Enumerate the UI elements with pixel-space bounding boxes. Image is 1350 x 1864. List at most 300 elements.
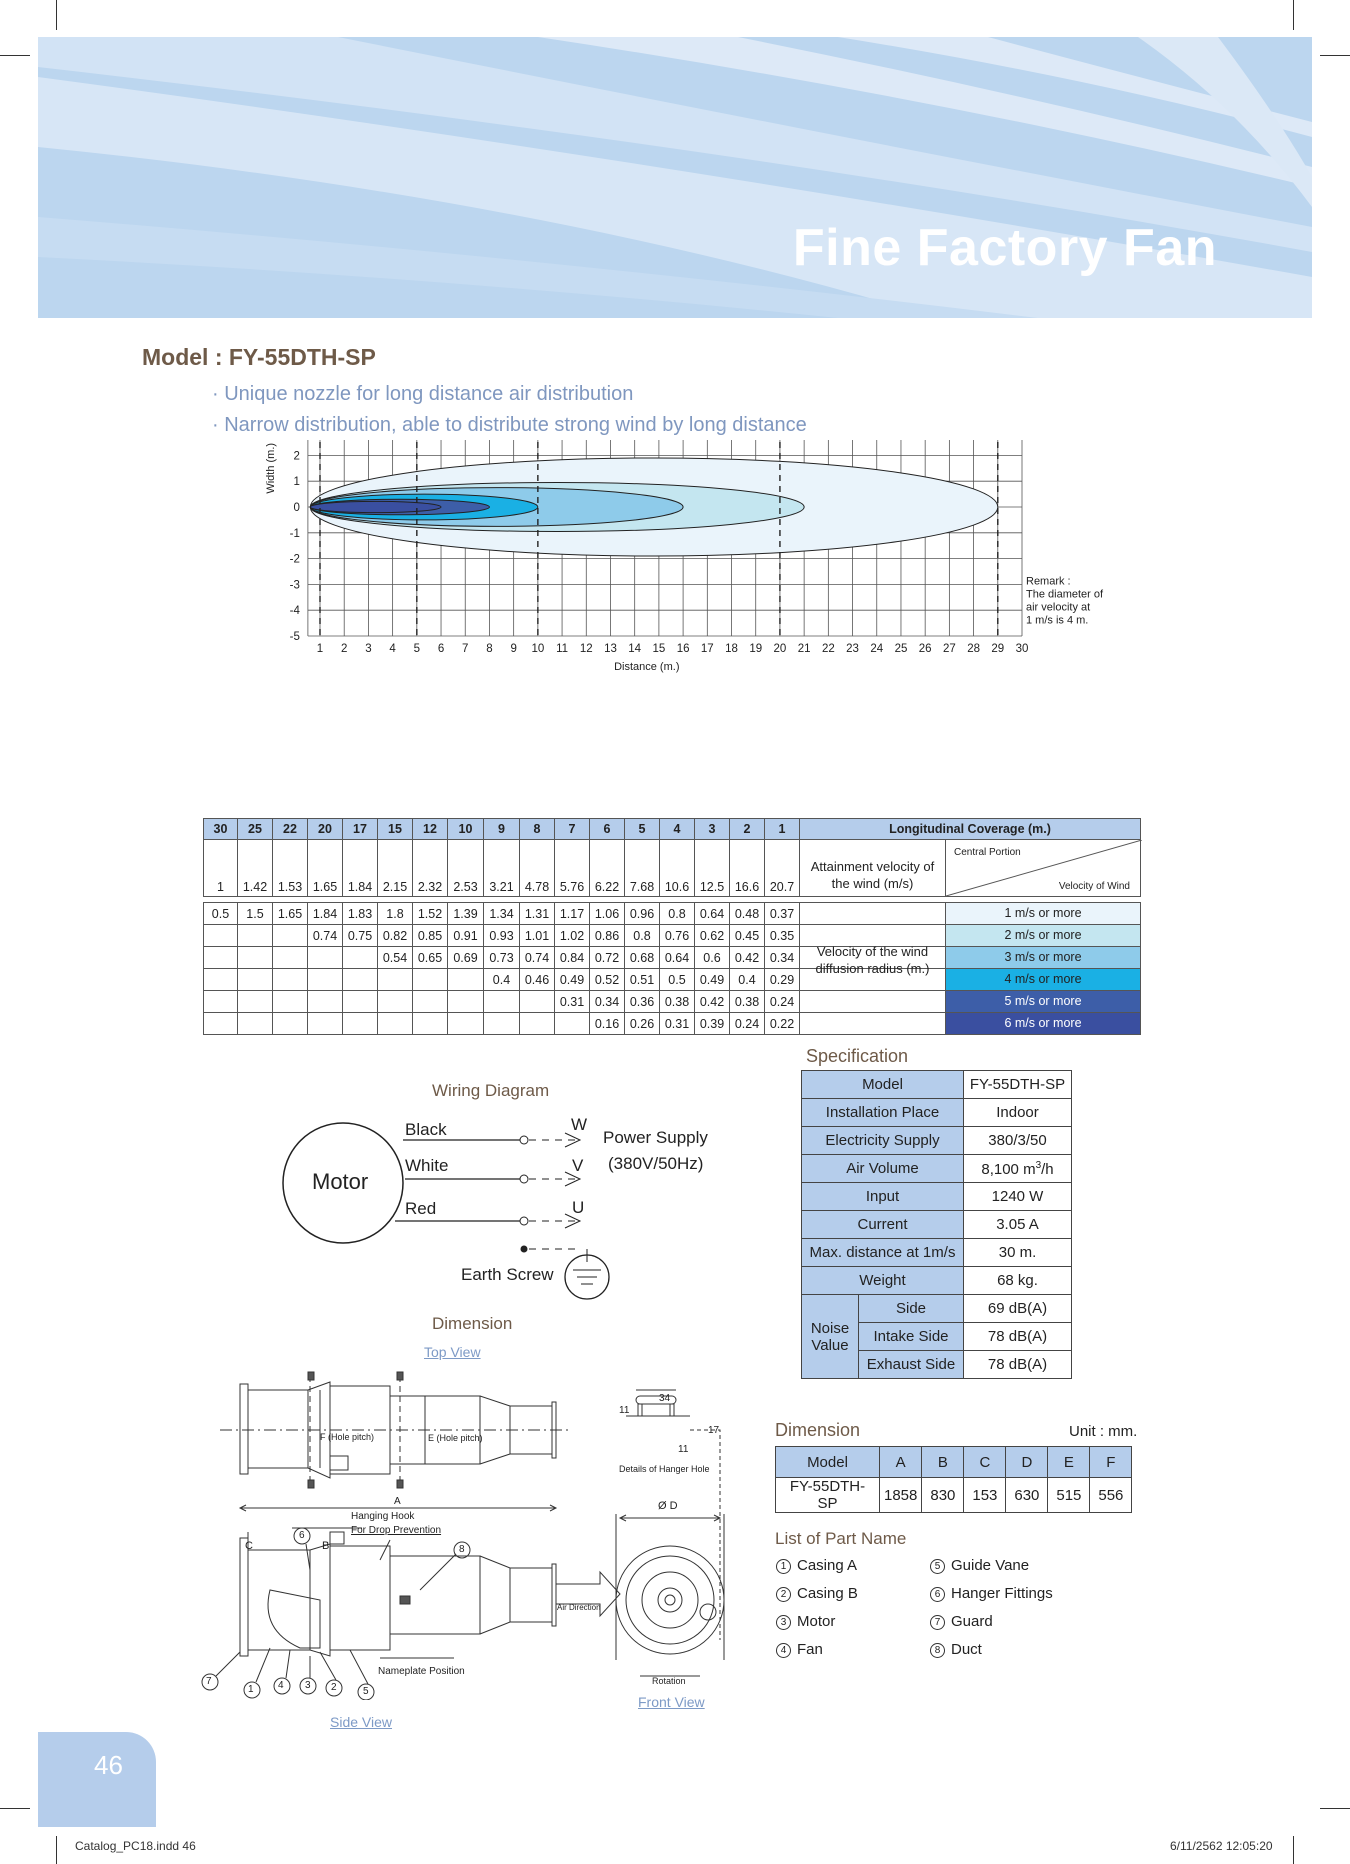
diffusion-cell xyxy=(204,969,238,991)
diffusion-cell: 0.54 xyxy=(378,947,413,969)
bullet-text: Unique nozzle for long distance air distribution xyxy=(224,383,634,405)
diffusion-cell: 0.96 xyxy=(625,903,660,925)
diffusion-cell xyxy=(378,1013,413,1035)
spec-key: Air Volume xyxy=(802,1155,964,1183)
noise-key: Side xyxy=(859,1295,964,1323)
diffusion-cell: 0.5 xyxy=(660,969,695,991)
diffusion-row xyxy=(204,991,1141,1013)
diffusion-cell: 0.48 xyxy=(730,903,765,925)
dimension-table xyxy=(775,1446,1132,1513)
distance-cell: 15 xyxy=(378,819,413,840)
coverage-ellipse-6 xyxy=(310,501,441,512)
part-number-circle: 7 xyxy=(930,1615,945,1630)
x-tick-label: 30 xyxy=(1015,643,1029,655)
diffusion-cell: 0.69 xyxy=(448,947,484,969)
diffusion-cell xyxy=(378,991,413,1013)
dimension-value-cell: 153 xyxy=(964,1478,1006,1513)
crop-mark xyxy=(1293,1836,1294,1864)
spec-value-text: 8,100 m xyxy=(981,1160,1036,1178)
diffusion-cell: 0.82 xyxy=(378,925,413,947)
part-name: Duct xyxy=(951,1641,982,1658)
dimension-header-row xyxy=(776,1447,1132,1478)
crop-mark xyxy=(1293,0,1294,30)
velocity-cell: 12.5 xyxy=(695,840,730,897)
noise-key: Intake Side xyxy=(859,1323,964,1351)
callout-3: 3 xyxy=(305,1680,311,1691)
spec-row xyxy=(802,1127,1072,1155)
diffusion-cell: 1.52 xyxy=(413,903,448,925)
diffusion-cell xyxy=(520,991,555,1013)
velocity-cell: 2.32 xyxy=(413,840,448,897)
diffusion-cell: 0.22 xyxy=(765,1013,800,1035)
coverage-title-cell: Longitudinal Coverage (m.) xyxy=(800,819,1141,840)
spec-value xyxy=(964,1267,1072,1295)
part-number-circle: 3 xyxy=(776,1615,791,1630)
x-tick-label: 6 xyxy=(437,643,445,655)
crop-mark xyxy=(56,1836,57,1864)
part-name: Motor xyxy=(797,1613,836,1630)
diffusion-cell: 1.02 xyxy=(555,925,590,947)
diffusion-cell: 1.34 xyxy=(484,903,520,925)
x-tick-label: 21 xyxy=(797,643,811,655)
distance-cell: 6 xyxy=(590,819,625,840)
power-supply-label: Power Supply xyxy=(603,1128,708,1147)
part-item xyxy=(930,1557,1029,1574)
diffusion-cell xyxy=(448,1013,484,1035)
spec-value xyxy=(964,1127,1072,1155)
noise-value: 78 dB(A) xyxy=(964,1323,1072,1351)
x-tick-label: 26 xyxy=(918,643,932,655)
dim-b-label: B xyxy=(322,1540,330,1552)
diffusion-cell: 0.38 xyxy=(660,991,695,1013)
diffusion-cell xyxy=(343,991,378,1013)
spec-value-text: 30 m. xyxy=(998,1244,1037,1261)
x-tick-label: 14 xyxy=(628,643,642,655)
page-number: 46 xyxy=(94,1750,123,1780)
velocity-cell: 1.65 xyxy=(308,840,343,897)
diffusion-cell: 0.86 xyxy=(590,925,625,947)
distance-cell: 8 xyxy=(520,819,555,840)
diffusion-cell: 1.01 xyxy=(520,925,555,947)
diffusion-cell xyxy=(484,1013,520,1035)
diffusion-cell xyxy=(308,969,343,991)
noise-value: 69 dB(A) xyxy=(964,1295,1072,1323)
dimension-header-cell: A xyxy=(880,1447,922,1478)
dimension-value-cell: FY-55DTH-SP xyxy=(776,1478,880,1513)
hanger-hole-label: Details of Hanger Hole xyxy=(619,1464,710,1474)
y-tick-label: 2 xyxy=(293,450,300,463)
diffusion-cell: 0.4 xyxy=(730,969,765,991)
dimension-header-cell: D xyxy=(1006,1447,1048,1478)
dim-d-label: Ø D xyxy=(658,1500,678,1512)
rotation-label: Rotation xyxy=(652,1676,686,1686)
x-tick-label: 29 xyxy=(991,643,1005,655)
velocity-cell: 20.7 xyxy=(765,840,800,897)
diffusion-label: Velocity of the wind diffusion radius (m.) xyxy=(815,944,930,976)
diagonal-header xyxy=(945,840,1140,896)
spec-key: Max. distance at 1m/s xyxy=(802,1239,964,1267)
diffusion-cell xyxy=(413,969,448,991)
diffusion-cell: 0.75 xyxy=(343,925,378,947)
power-supply-spec: (380V/50Hz) xyxy=(608,1154,704,1173)
x-tick-label: 20 xyxy=(773,643,787,655)
diffusion-cell: 0.8 xyxy=(625,925,660,947)
diffusion-cell: 0.51 xyxy=(625,969,660,991)
diffusion-cell xyxy=(238,991,273,1013)
diffusion-cell: 1.31 xyxy=(520,903,555,925)
front-view-label: Front View xyxy=(638,1694,705,1710)
velocity-cell: 6.22 xyxy=(590,840,625,897)
chart-remark-line: Remark : xyxy=(1026,575,1071,588)
wiring-diagram xyxy=(275,1110,645,1310)
diffusion-row xyxy=(204,903,1141,925)
x-tick-label: 15 xyxy=(652,643,666,655)
spec-value-unit: /h xyxy=(1041,1160,1054,1178)
diffusion-cell xyxy=(343,1013,378,1035)
spec-value-text: FY-55DTH-SP xyxy=(969,1076,1066,1093)
part-name: Casing A xyxy=(797,1557,858,1574)
velocity-cell: 1.53 xyxy=(273,840,308,897)
diffusion-cell: 0.84 xyxy=(555,947,590,969)
front-view-drawing xyxy=(616,1514,724,1676)
diffusion-cell xyxy=(484,991,520,1013)
callout-1: 1 xyxy=(248,1684,254,1695)
x-tick-label: 2 xyxy=(341,643,348,655)
velocity-row xyxy=(204,840,1141,897)
diffusion-cell: 0.29 xyxy=(765,969,800,991)
diffusion-cell: 0.64 xyxy=(695,903,730,925)
top-view-label: Top View xyxy=(424,1344,481,1360)
y-tick-label: -2 xyxy=(289,553,300,566)
distance-cell: 25 xyxy=(238,819,273,840)
diffusion-cell: 0.37 xyxy=(765,903,800,925)
diffusion-cell xyxy=(448,969,484,991)
y-tick-label: -1 xyxy=(289,527,300,540)
red-wire-label: Red xyxy=(405,1199,437,1218)
distance-cell: 1 xyxy=(765,819,800,840)
x-axis-label: Distance (m.) xyxy=(614,661,680,673)
diffusion-cell: 0.8 xyxy=(660,903,695,925)
banner-title: Fine Factory Fan xyxy=(792,219,1217,277)
hole-pitch-e: E (Hole pitch) xyxy=(428,1433,483,1443)
dim-17: 17 xyxy=(708,1425,720,1436)
noise-row xyxy=(802,1295,1072,1323)
distance-cell: 5 xyxy=(625,819,660,840)
part-item xyxy=(930,1585,1053,1602)
dim-11-horizontal: 11 xyxy=(678,1444,689,1455)
dimension-value-cell: 830 xyxy=(922,1478,964,1513)
feature-bullet: · Unique nozzle for long distance air distribution xyxy=(212,383,634,405)
diffusion-cell: 0.91 xyxy=(448,925,484,947)
diffusion-cell: 0.16 xyxy=(590,1013,625,1035)
diffusion-cell xyxy=(343,947,378,969)
x-tick-label: 10 xyxy=(531,643,545,655)
part-item xyxy=(776,1613,835,1630)
part-name: Fan xyxy=(797,1641,823,1658)
legend-cell xyxy=(800,1013,1141,1035)
x-tick-label: 25 xyxy=(894,643,908,655)
spec-key: Installation Place xyxy=(802,1099,964,1127)
distance-cell: 2 xyxy=(730,819,765,840)
legend-velocity-band: 5 m/s or more xyxy=(945,991,1140,1012)
diffusion-cell: 0.39 xyxy=(695,1013,730,1035)
diffusion-cell: 0.4 xyxy=(484,969,520,991)
diffusion-cell: 0.34 xyxy=(590,991,625,1013)
y-tick-label: -3 xyxy=(289,579,300,592)
part-item xyxy=(930,1613,993,1630)
velocity-cell: 10.6 xyxy=(660,840,695,897)
x-tick-label: 5 xyxy=(413,643,421,655)
dimension-header-cell: E xyxy=(1048,1447,1090,1478)
coverage-table xyxy=(203,818,1141,1035)
diffusion-cell xyxy=(273,1013,308,1035)
top-view-drawing xyxy=(220,1372,570,1488)
diffusion-cell: 1.83 xyxy=(343,903,378,925)
dimension-value-row xyxy=(776,1478,1132,1513)
superscript: 3 xyxy=(1035,1159,1042,1171)
diffusion-cell: 0.65 xyxy=(413,947,448,969)
spec-key: Model xyxy=(802,1071,964,1099)
velocity-cell: 4.78 xyxy=(520,840,555,897)
spec-key: Weight xyxy=(802,1267,964,1295)
air-distribution-chart xyxy=(260,440,1120,810)
hole-pitch-f: F (Hole pitch) xyxy=(320,1432,375,1442)
white-wire-label: White xyxy=(405,1156,449,1175)
part-item xyxy=(776,1641,823,1658)
diffusion-row xyxy=(204,925,1141,947)
spec-value-text: Indoor xyxy=(996,1104,1039,1121)
legend-velocity-band: 4 m/s or more xyxy=(945,969,1140,990)
spec-value xyxy=(964,1239,1072,1267)
diffusion-cell xyxy=(204,991,238,1013)
x-tick-label: 7 xyxy=(462,643,469,655)
diffusion-cell: 0.72 xyxy=(590,947,625,969)
spec-key: Electricity Supply xyxy=(802,1127,964,1155)
diffusion-cell: 1.06 xyxy=(590,903,625,925)
diffusion-cell: 0.49 xyxy=(555,969,590,991)
diffusion-cell: 1.8 xyxy=(378,903,413,925)
spec-key: Current xyxy=(802,1211,964,1239)
noise-value-label: Noise Value xyxy=(802,1295,859,1379)
diffusion-row xyxy=(204,1013,1141,1035)
bullet-text: Narrow distribution, able to distribute strong wind by long distance xyxy=(224,414,807,436)
diffusion-cell: 0.52 xyxy=(590,969,625,991)
diffusion-cell xyxy=(308,1013,343,1035)
distance-cell: 10 xyxy=(448,819,484,840)
diffusion-cell: 0.42 xyxy=(695,991,730,1013)
distance-cell: 17 xyxy=(343,819,378,840)
specification-title: Specification xyxy=(806,1046,909,1066)
spec-value xyxy=(964,1211,1072,1239)
x-tick-label: 4 xyxy=(389,643,396,655)
spec-value-text: 3.05 A xyxy=(996,1216,1039,1233)
distance-cell: 30 xyxy=(204,819,238,840)
diffusion-cell: 0.5 xyxy=(204,903,238,925)
diffusion-cell xyxy=(308,991,343,1013)
velocity-cell: 3.21 xyxy=(484,840,520,897)
diffusion-cell: 0.31 xyxy=(555,991,590,1013)
unit-label: Unit : mm. xyxy=(1069,1423,1138,1440)
diffusion-cell: 0.42 xyxy=(730,947,765,969)
dim-c-label: C xyxy=(245,1540,253,1552)
diffusion-cell xyxy=(378,969,413,991)
diffusion-cell: 0.38 xyxy=(730,991,765,1013)
part-number-circle: 5 xyxy=(930,1559,945,1574)
diffusion-cell: 0.24 xyxy=(730,1013,765,1035)
part-number-circle: 4 xyxy=(776,1643,791,1658)
diffusion-cell: 0.64 xyxy=(660,947,695,969)
y-axis-label: Width (m.) xyxy=(264,442,277,494)
spec-row xyxy=(802,1239,1072,1267)
hanger-hole-detail xyxy=(626,1390,690,1416)
spec-value-text: 380/3/50 xyxy=(988,1132,1047,1149)
spec-row xyxy=(802,1071,1072,1099)
black-wire-label: Black xyxy=(405,1120,447,1139)
attainment-label: Attainment velocity of the wind (m/s) xyxy=(810,859,935,891)
diffusion-cell: 0.73 xyxy=(484,947,520,969)
dimension-value-cell: 1858 xyxy=(880,1478,922,1513)
motor-label: Motor xyxy=(312,1169,369,1194)
dimension-value-cell: 515 xyxy=(1048,1478,1090,1513)
part-item xyxy=(776,1585,858,1602)
terminal-w-label: W xyxy=(571,1115,588,1134)
part-name: Guard xyxy=(951,1613,993,1630)
diffusion-label-wrap xyxy=(800,903,945,976)
diffusion-cell: 1.5 xyxy=(238,903,273,925)
velocity-of-wind-label: Velocity of Wind xyxy=(1058,881,1130,892)
x-tick-label: 27 xyxy=(942,643,956,655)
terminal-u xyxy=(520,1217,528,1225)
diffusion-cell: 0.74 xyxy=(520,947,555,969)
part-item xyxy=(776,1557,857,1574)
feature-bullet: · Narrow distribution, able to distribute strong wind by long distance xyxy=(212,414,807,436)
earth-screw-label: Earth Screw xyxy=(461,1265,554,1284)
velocity-cell: 2.15 xyxy=(378,840,413,897)
distance-cell: 9 xyxy=(484,819,520,840)
earth-terminal xyxy=(521,1246,528,1253)
x-tick-label: 13 xyxy=(604,643,617,655)
distance-cell: 7 xyxy=(555,819,590,840)
diffusion-cell xyxy=(273,947,308,969)
callout-7: 7 xyxy=(206,1676,212,1687)
air-direction-label: Air Direction xyxy=(557,1603,601,1612)
diffusion-cell: 0.49 xyxy=(695,969,730,991)
diffusion-cell xyxy=(204,947,238,969)
diffusion-cell xyxy=(413,991,448,1013)
crop-mark xyxy=(0,55,30,56)
velocity-cell: 1 xyxy=(204,840,238,897)
distance-cell: 4 xyxy=(660,819,695,840)
part-name: Casing B xyxy=(797,1585,858,1602)
x-tick-label: 1 xyxy=(316,643,324,655)
footer-timestamp: 6/11/2562 12:05:20 xyxy=(1170,1839,1273,1853)
diffusion-cell xyxy=(343,969,378,991)
noise-key: Exhaust Side xyxy=(859,1351,964,1379)
diffusion-cell: 0.35 xyxy=(765,925,800,947)
distance-cell: 22 xyxy=(273,819,308,840)
drop-prevention-label: For Drop Prevention xyxy=(351,1525,442,1536)
dimension-drawing-title: Dimension xyxy=(432,1314,513,1333)
callout-2: 2 xyxy=(331,1682,337,1693)
part-number-circle: 1 xyxy=(776,1559,791,1574)
x-tick-label: 22 xyxy=(821,643,835,655)
distance-cell: 3 xyxy=(695,819,730,840)
dimension-header-cell: F xyxy=(1090,1447,1132,1478)
spec-key: Input xyxy=(802,1183,964,1211)
x-tick-label: 17 xyxy=(700,643,714,655)
distance-cell: 20 xyxy=(308,819,343,840)
diffusion-cell xyxy=(273,969,308,991)
velocity-cell: 1.84 xyxy=(343,840,378,897)
diffusion-cell: 1.84 xyxy=(308,903,343,925)
spec-row xyxy=(802,1211,1072,1239)
diffusion-cell: 0.36 xyxy=(625,991,660,1013)
chart-remark-line: The diameter of xyxy=(1026,588,1104,601)
x-tick-label: 12 xyxy=(579,643,593,655)
side-view-drawing xyxy=(240,1532,556,1656)
diffusion-cell: 0.85 xyxy=(413,925,448,947)
diffusion-cell xyxy=(413,1013,448,1035)
y-tick-label: 0 xyxy=(293,502,300,514)
velocity-cell: 2.53 xyxy=(448,840,484,897)
diffusion-cell: 0.46 xyxy=(520,969,555,991)
diffusion-cell xyxy=(204,925,238,947)
spec-row xyxy=(802,1267,1072,1295)
spec-value-text: 68 kg. xyxy=(997,1272,1038,1289)
diffusion-cell xyxy=(555,1013,590,1035)
dim-a-label: A xyxy=(394,1496,401,1507)
part-number-circle: 8 xyxy=(930,1643,945,1658)
hanging-hook-label: Hanging Hook xyxy=(351,1511,415,1522)
diffusion-cell: 0.6 xyxy=(695,947,730,969)
y-tick-label: -4 xyxy=(289,605,300,618)
dimension-header-cell: Model xyxy=(776,1447,880,1478)
specification-table xyxy=(801,1070,1072,1379)
spec-row xyxy=(802,1183,1072,1211)
diffusion-cell xyxy=(204,1013,238,1035)
x-tick-label: 19 xyxy=(749,643,763,655)
chart-remark-line: air velocity at xyxy=(1026,601,1091,614)
spec-value xyxy=(964,1071,1072,1099)
part-name: Hanger Fittings xyxy=(951,1585,1053,1602)
diffusion-cell: 0.76 xyxy=(660,925,695,947)
crop-mark xyxy=(56,0,57,30)
diffusion-cell xyxy=(238,969,273,991)
distance-header-row xyxy=(204,819,1141,840)
chart-remark-line: 1 m/s is 4 m. xyxy=(1026,614,1089,627)
dimension-value-cell: 630 xyxy=(1006,1478,1048,1513)
part-item xyxy=(930,1641,982,1658)
legend-cell xyxy=(800,991,1141,1013)
crop-mark xyxy=(1320,1808,1350,1809)
spec-row xyxy=(802,1099,1072,1127)
diffusion-row xyxy=(204,969,1141,991)
diffusion-cell: 0.68 xyxy=(625,947,660,969)
diffusion-cell: 0.74 xyxy=(308,925,343,947)
legend-velocity-band: 1 m/s or more xyxy=(945,903,1140,924)
diffusion-cell: 1.39 xyxy=(448,903,484,925)
x-tick-label: 16 xyxy=(676,643,690,655)
diffusion-cell: 0.31 xyxy=(660,1013,695,1035)
side-view-label: Side View xyxy=(330,1714,393,1730)
noise-value: 78 dB(A) xyxy=(964,1351,1072,1379)
spec-value xyxy=(964,1183,1072,1211)
distance-cell: 12 xyxy=(413,819,448,840)
attainment-cell xyxy=(800,840,1141,897)
x-tick-label: 9 xyxy=(510,643,517,655)
callout-4: 4 xyxy=(278,1680,284,1691)
diffusion-cell xyxy=(238,947,273,969)
